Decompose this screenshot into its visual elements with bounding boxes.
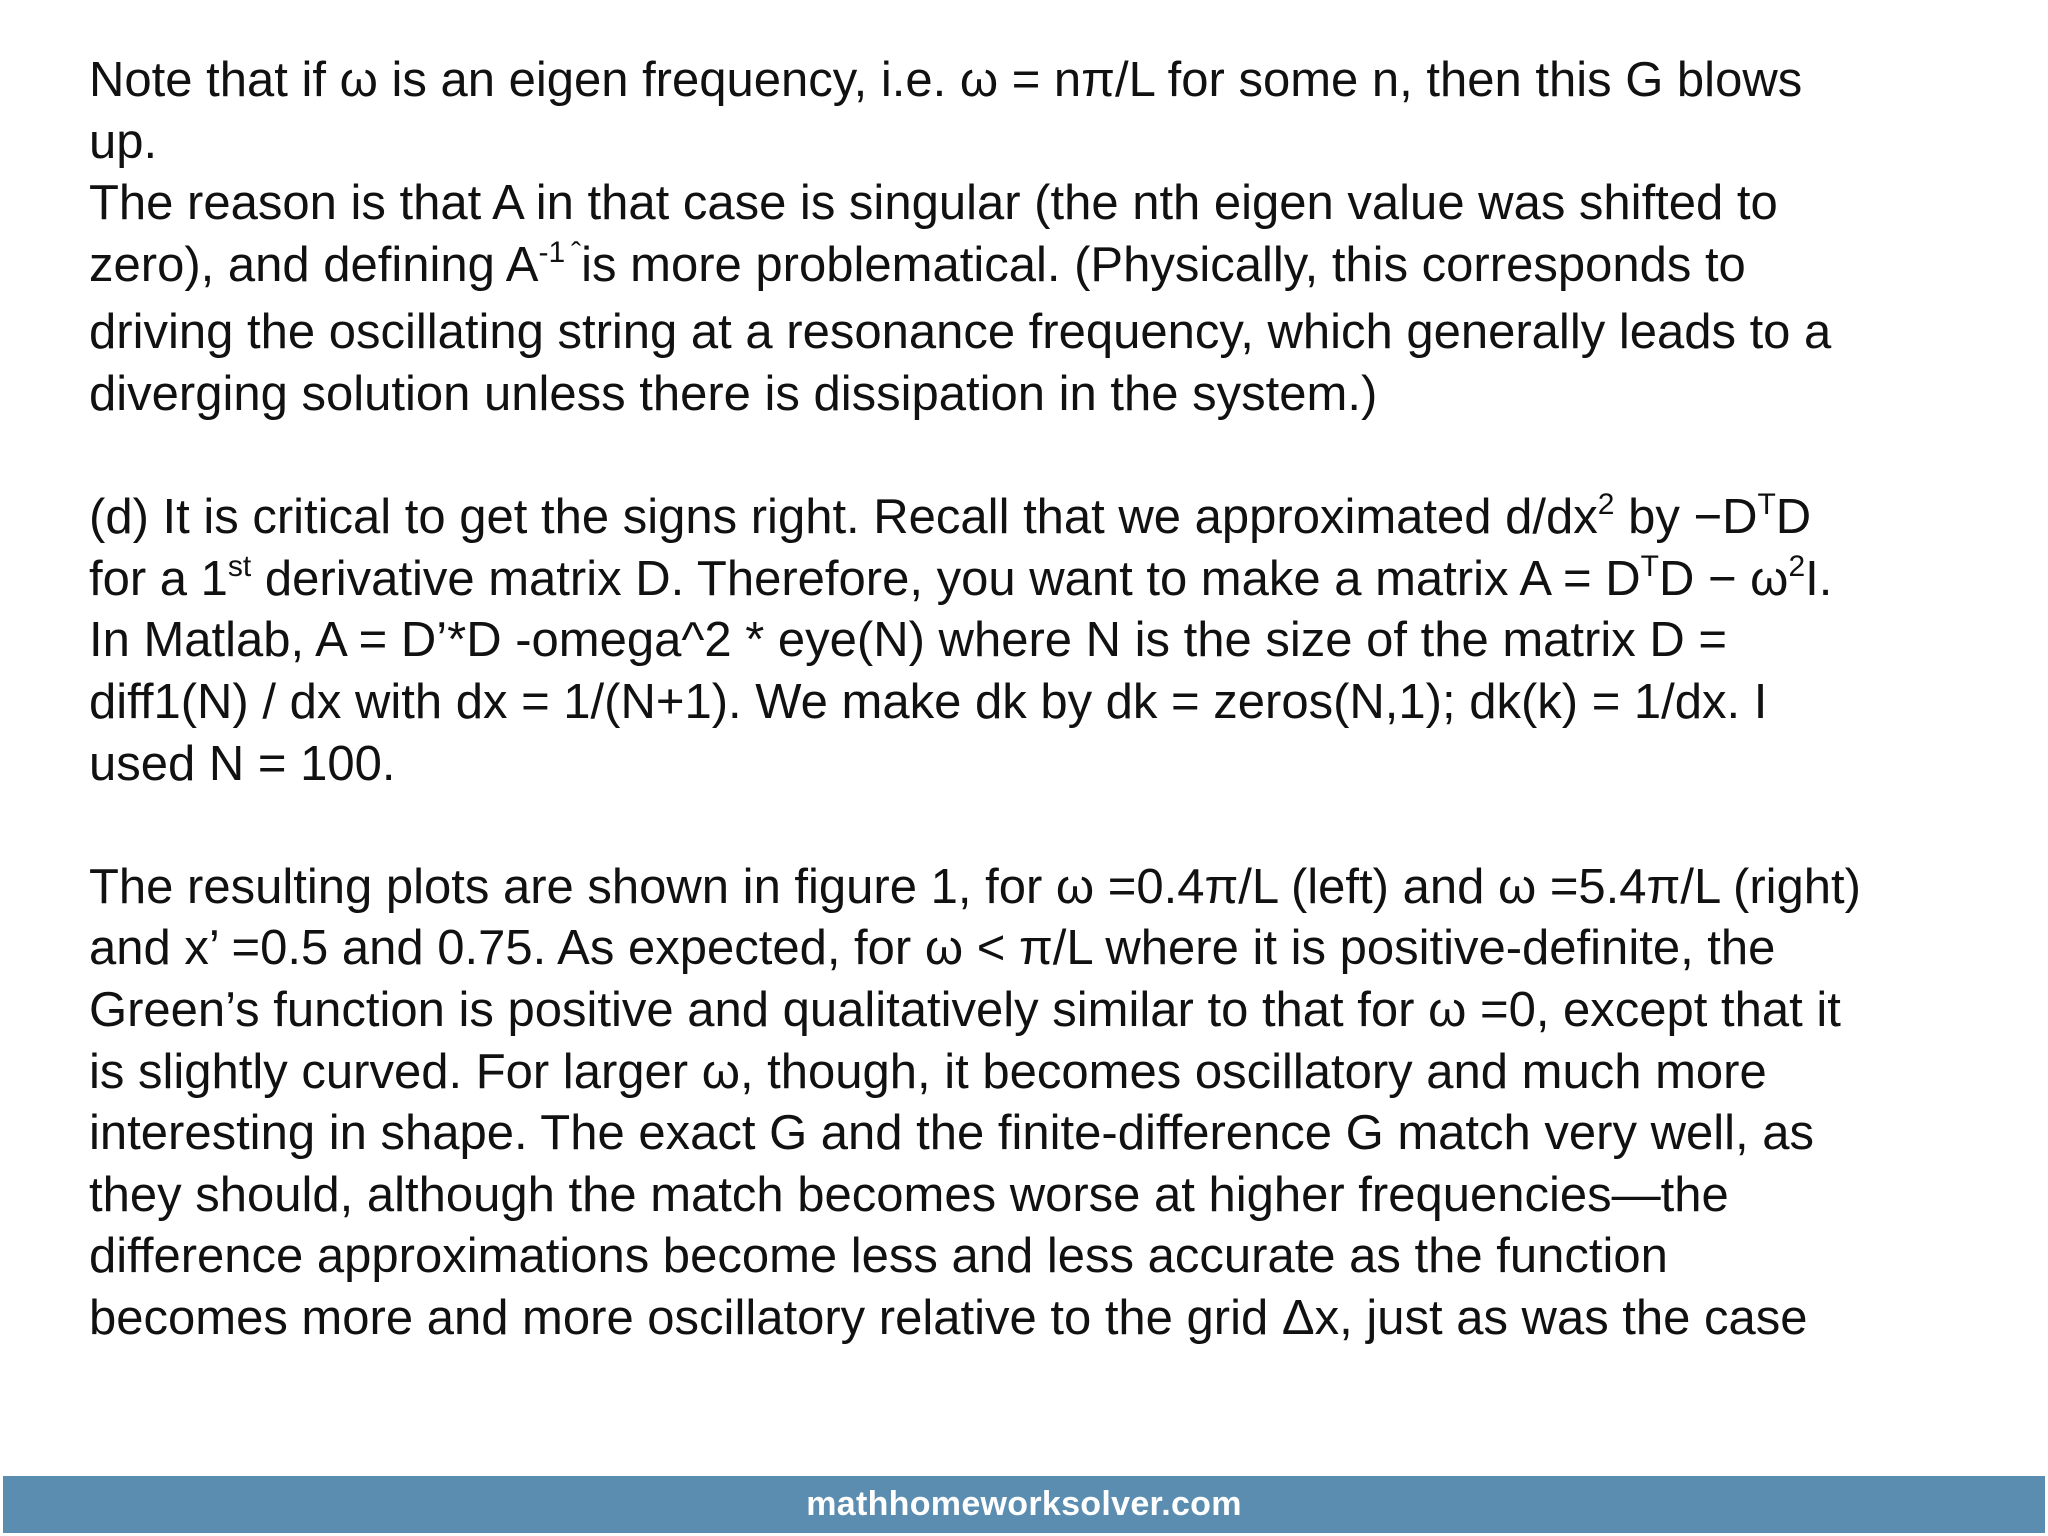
- footer-site-link[interactable]: mathhomeworksolver.com: [806, 1485, 1242, 1523]
- text-line: diverging solution unless there is dissipation in the system.): [89, 366, 1378, 421]
- text-line: and x’ =0.5 and 0.75. As expected, for ω < π/L where it is positive-definite, the: [89, 921, 1776, 976]
- text-segment: is more problematical. (Physically, this corresponds to: [581, 237, 1746, 292]
- text-segment: (d) It is critical to get the signs right. Recall that we approximated d/dx: [89, 490, 1598, 545]
- document-body: [89, 50, 2009, 1349]
- superscript: 2: [1597, 488, 1615, 522]
- text-line: [89, 487, 2009, 549]
- paragraph-results: [89, 857, 2009, 1350]
- text-line: becomes more and more oscillatory relative to the grid Δx, just as was the case: [89, 1290, 1808, 1345]
- text-line: In Matlab, A = D’*D -omega^2 * eye(N) where N is the size of the matrix D =: [89, 613, 1727, 668]
- text-line: diff1(N) / dx with dx = 1/(N+1). We make dk by dk = zeros(N,1); dk(k) = 1/dx. I: [89, 674, 1768, 729]
- text-line: is slightly curved. For larger ω, though, it becomes oscillatory and much more: [89, 1044, 1767, 1099]
- text-line: used N = 100.: [89, 736, 396, 791]
- text-line: Green’s function is positive and qualitatively similar to that for ω =0, except that it: [89, 982, 1841, 1037]
- superscript: 2: [1788, 549, 1806, 583]
- footer-bar: [3, 1476, 2045, 1533]
- text-segment: D − ω: [1658, 551, 1789, 606]
- text-line: interesting in shape. The exact G and the finite-difference G match very well, as: [89, 1106, 1814, 1161]
- text-segment: for a 1: [89, 551, 228, 606]
- superscript: st: [227, 549, 252, 583]
- text-line: The resulting plots are shown in figure 1, for ω =0.4π/L (left) and ω =5.4π/L (right): [89, 859, 1861, 914]
- text-line: they should, although the match becomes worse at higher frequencies—the: [89, 1167, 1729, 1222]
- text-line: The reason is that A in that case is singular (the nth eigen value was shifted to: [89, 176, 1778, 231]
- text-segment: D: [1775, 490, 1812, 545]
- text-line: up.: [89, 114, 158, 169]
- superscript: T: [1640, 549, 1659, 583]
- superscript: -1: [538, 235, 566, 269]
- paragraph-spacer: [89, 426, 2009, 488]
- text-segment: by −D: [1614, 490, 1758, 545]
- text-segment: I.: [1805, 551, 1833, 606]
- text-line: [89, 235, 2009, 303]
- superscript: T: [1757, 488, 1776, 522]
- text-line: difference approximations become less and less accurate as the function: [89, 1229, 1668, 1284]
- caret-mark: ˆ: [571, 236, 582, 270]
- paragraph-spacer: [89, 795, 2009, 857]
- text-line: driving the oscillating string at a resonance frequency, which generally leads to a: [89, 305, 1832, 360]
- text-segment: zero), and defining A: [89, 237, 539, 292]
- text-line: [89, 549, 2009, 611]
- text-line: Note that if ω is an eigen frequency, i.e. ω = nπ/L for some n, then this G blows: [89, 53, 1803, 107]
- paragraph-signs: [89, 487, 2009, 795]
- text-segment: derivative matrix D. Therefore, you want to make a matrix A = D: [251, 551, 1641, 606]
- paragraph-eigen-frequency: [89, 50, 2009, 426]
